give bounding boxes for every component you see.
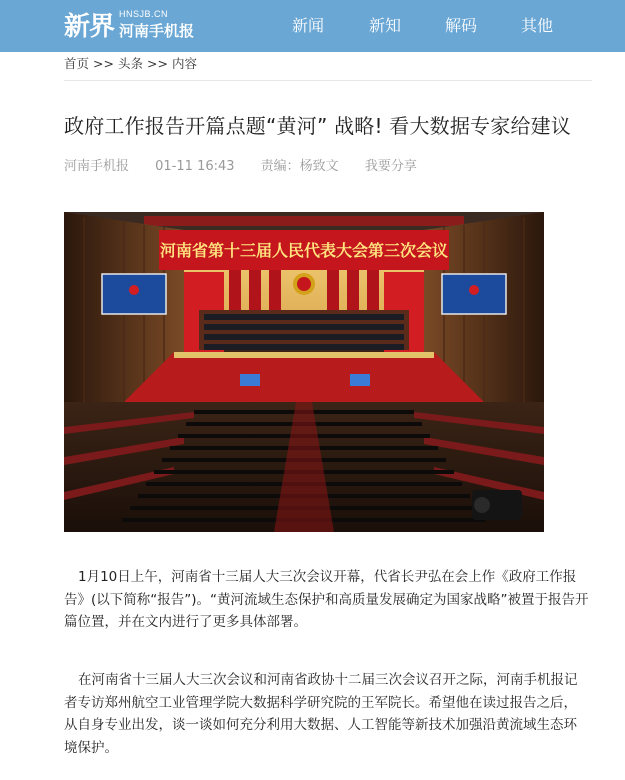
article-title: 政府工作报告开篇点题“黄河” 战略! 看大数据专家给建议 xyxy=(64,114,572,138)
breadcrumb-headlines[interactable]: 头条 xyxy=(117,56,143,71)
article-meta xyxy=(64,155,439,174)
breadcrumb xyxy=(64,54,197,72)
divider xyxy=(64,80,592,81)
breadcrumb-content[interactable]: 内容 xyxy=(171,56,197,71)
article-paragraph: 1月10日上午，河南省十三届人大三次会议开幕，代省长尹弘在会上作《政府工作报告》(以下简称“报告”)。“黄河流域生态保护和高质量发展确定为国家战略”被置于报告开篇位置，并在文内进行了更多具体部署。 xyxy=(64,569,589,630)
breadcrumb-separator: >> xyxy=(93,56,114,71)
assembly-hall-photo xyxy=(64,212,544,532)
nav-item-news[interactable]: 新闻 xyxy=(292,16,325,35)
article-time: 01-11 16:43 xyxy=(155,159,235,174)
article-paragraph: 在河南省十三届人大三次会议和河南省政协十二届三次会议召开之际，河南手机报记者专访郑州航空工业管理学院大数据科学研究院的王军院长。希望他在读过报告之后，从自身专业出发，谈一谈如何充分利用大数据、人工智能等新技术加强沿黄流域生态环境保护。 xyxy=(64,672,578,756)
breadcrumb-separator: >> xyxy=(146,56,168,71)
top-nav-bar xyxy=(0,0,625,52)
banner-text: 河南省第十三届人民代表大会第三次会议 xyxy=(159,241,449,260)
site-logo[interactable] xyxy=(64,4,214,48)
share-link[interactable]: 我要分享 xyxy=(364,159,417,174)
nav-item-other[interactable]: 其他 xyxy=(521,16,554,35)
article-photo xyxy=(64,212,544,532)
article-editor: 责编：杨致文 xyxy=(260,159,339,174)
logo-url: HNSJB.CN xyxy=(119,9,169,19)
nav-item-knowledge[interactable]: 新知 xyxy=(369,16,402,35)
breadcrumb-home[interactable]: 首页 xyxy=(64,56,90,71)
nav-item-decode[interactable]: 解码 xyxy=(445,16,478,35)
article-source: 河南手机报 xyxy=(64,159,130,174)
logo-name: 河南手机报 xyxy=(119,22,195,40)
logo-mark: 新界 xyxy=(64,12,115,42)
